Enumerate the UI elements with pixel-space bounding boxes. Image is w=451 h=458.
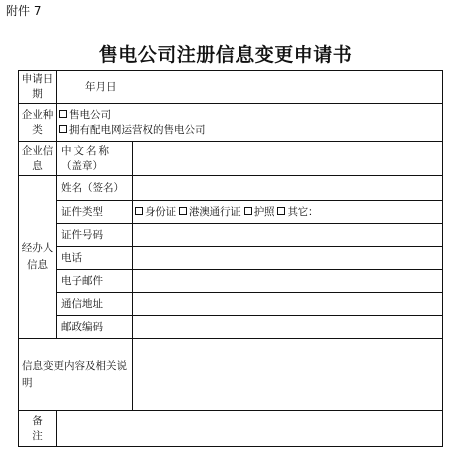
remark-label [19, 411, 57, 447]
row-apply-date [19, 71, 443, 104]
apply-date-label-text: 申请日期 [21, 73, 54, 100]
id-type-option-hk-macau-pass[interactable] [179, 206, 241, 218]
id-number-label [57, 224, 133, 247]
id-type-option-other[interactable] [277, 206, 318, 218]
company-name-label-line1: 中文名称 [61, 144, 111, 157]
id-type-options [133, 201, 443, 224]
checkbox-icon[interactable] [59, 110, 67, 118]
agent-info-label-text: 经办人信息 [21, 242, 54, 271]
company-name-label [57, 142, 133, 176]
company-name-label-line2: （盖章） [61, 159, 103, 172]
email-label-text: 电子邮件 [61, 274, 103, 287]
apply-date-field[interactable] [57, 71, 443, 104]
row-agent-address [19, 293, 443, 316]
address-label-text: 通信地址 [61, 297, 103, 310]
id-type-option-other-label: 其它： [287, 205, 319, 218]
agent-info-label [19, 176, 57, 339]
company-type-option-1-label: 售电公司 [69, 108, 111, 121]
row-agent-postcode [19, 316, 443, 339]
company-name-field[interactable] [133, 142, 443, 176]
id-type-label [57, 201, 133, 224]
id-type-label-text: 证件类型 [61, 205, 103, 218]
email-label [57, 270, 133, 293]
postcode-label-text: 邮政编码 [61, 320, 103, 333]
id-number-field[interactable] [133, 224, 443, 247]
company-type-option-2-label: 拥有配电网运营权的售电公司 [69, 123, 206, 136]
row-change-description [19, 339, 443, 411]
checkbox-icon[interactable] [59, 125, 67, 133]
company-info-label [19, 142, 57, 176]
postcode-label [57, 316, 133, 339]
phone-label [57, 247, 133, 270]
company-type-label [19, 104, 57, 142]
row-agent-email [19, 270, 443, 293]
id-type-option-id-card[interactable] [135, 206, 176, 218]
agent-name-label-text: 姓名（签名） [61, 181, 124, 194]
agent-name-label [57, 176, 133, 201]
remark-label-text: 备注 [32, 414, 43, 442]
id-type-option-hk-macau-pass-label: 港澳通行证 [189, 205, 241, 218]
company-type-options [57, 104, 443, 142]
checkbox-icon[interactable] [277, 207, 285, 215]
address-field[interactable] [133, 293, 443, 316]
apply-date-label [19, 71, 57, 104]
change-application-form [18, 70, 443, 447]
id-type-option-id-card-label: 身份证 [145, 205, 176, 218]
row-agent-name [19, 176, 443, 201]
row-agent-id-number [19, 224, 443, 247]
phone-field[interactable] [133, 247, 443, 270]
row-agent-id-type [19, 201, 443, 224]
email-field[interactable] [133, 270, 443, 293]
remark-field[interactable] [57, 411, 443, 447]
attachment-label: 附件 7 [6, 4, 42, 18]
agent-name-field[interactable] [133, 176, 443, 201]
apply-date-value: 年月日 [85, 80, 117, 93]
address-label [57, 293, 133, 316]
checkbox-icon[interactable] [179, 207, 187, 215]
checkbox-icon[interactable] [244, 207, 252, 215]
checkbox-icon[interactable] [135, 207, 143, 215]
company-type-label-text: 企业种类 [21, 108, 54, 136]
row-company-info [19, 142, 443, 176]
phone-label-text: 电话 [61, 251, 82, 264]
change-description-label [19, 339, 133, 411]
company-type-option-1[interactable] [59, 108, 440, 123]
postcode-field[interactable] [133, 316, 443, 339]
company-type-option-2[interactable] [59, 123, 440, 138]
change-description-label-text: 信息变更内容及相关说明 [22, 359, 127, 389]
id-number-label-text: 证件号码 [61, 228, 103, 241]
id-type-option-passport-label: 护照 [253, 205, 275, 218]
row-company-type [19, 104, 443, 142]
company-info-label-text: 企业信息 [21, 144, 54, 172]
page-title: 售电公司注册信息变更申请书 [98, 44, 353, 66]
row-remark [19, 411, 443, 447]
row-agent-phone [19, 247, 443, 270]
id-type-option-passport[interactable] [244, 206, 275, 218]
change-description-field[interactable] [133, 339, 443, 411]
